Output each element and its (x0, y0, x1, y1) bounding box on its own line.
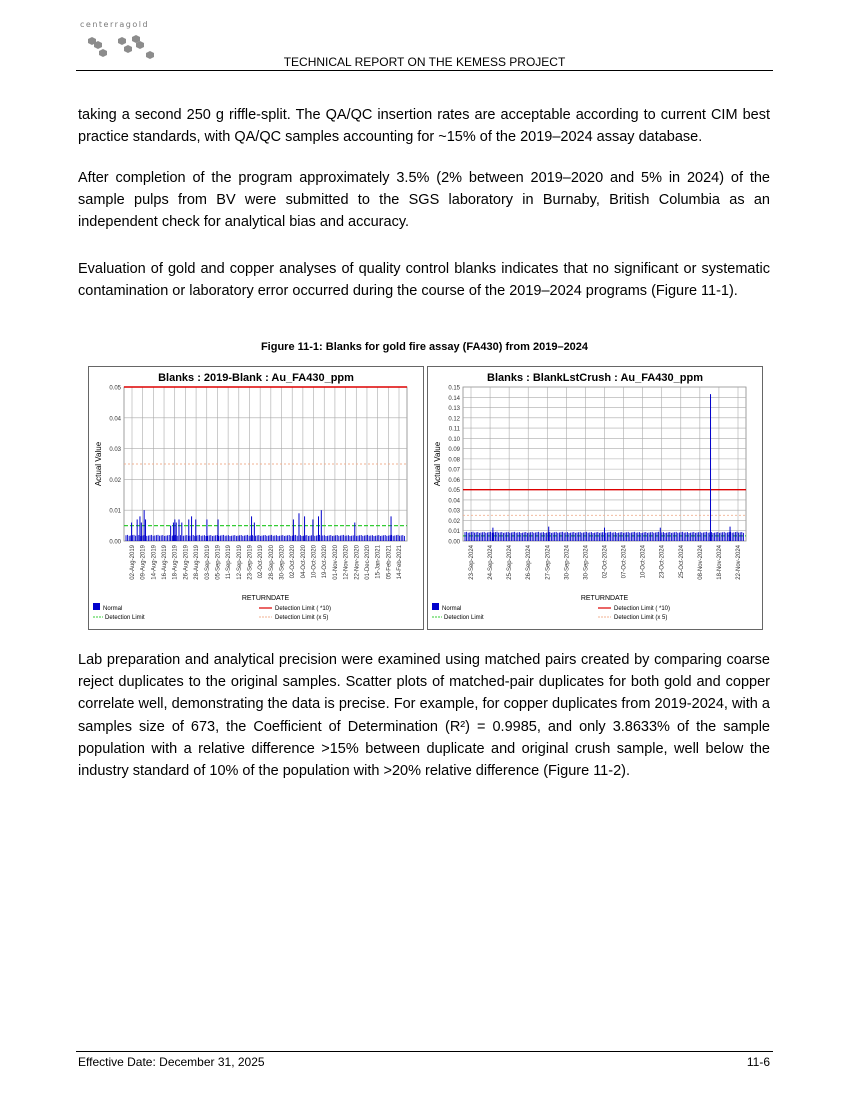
legend-dl10-label: Detection Limit ( *10) (275, 606, 332, 612)
chart-blanks-2019 (88, 366, 424, 630)
x-tick-label: 22-Nov-2024 (736, 545, 742, 580)
x-tick-label: 22-Nov-2020 (354, 545, 361, 580)
x-tick-label: 03-Sep-2019 (204, 545, 211, 580)
y-tick-label: 0.13 (448, 406, 460, 413)
y-tick-label: 0.10 (448, 436, 460, 443)
x-tick-label: 05-Feb-2021 (386, 545, 393, 580)
x-tick-label: 23-Sep-2019 (247, 545, 254, 580)
legend-normal-label: Normal (103, 606, 123, 612)
x-tick-label: 28-Aug-2019 (194, 545, 201, 580)
x-tick-label: 23-Oct-2024 (659, 545, 666, 579)
x-tick-label: 27-Sep-2024 (545, 545, 552, 580)
x-tick-label: 25-Sep-2024 (507, 545, 514, 580)
x-tick-label: 16-Aug-2019 (162, 545, 169, 580)
chart-title: Blanks : 2019-Blank : Au_FA430_ppm (158, 372, 354, 384)
x-tick-label: 07-Oct-2024 (621, 545, 628, 579)
chart-title: Blanks : BlankLstCrush : Au_FA430_ppm (487, 372, 703, 384)
legend-normal-swatch (93, 603, 100, 610)
x-tick-label: 11-Sep-2019 (226, 545, 233, 580)
footer-divider (76, 1051, 773, 1052)
x-tick-label: 12-Sep-2019 (236, 545, 243, 580)
x-tick-label: 25-Oct-2024 (678, 545, 685, 579)
paragraph-precision: Lab preparation and analytical precision were examined using matched pairs created by comparing coarse reject duplicates to the original samples. Scatter plots of matched-pair duplicates for both gold and copper correlate well, demonstrating the data is precise. For example, for copper duplicates from 2019-2024, with a samples size of 673, the Coefficient of Determination (R²) = 0.9985, and only 3.8633% of the sample population with a relative difference >15% between duplicate and original crush sample, well below the industry standard of 10% of the population with >20% relative difference (Figure 11-2). (78, 652, 770, 780)
y-tick-label: 0.04 (448, 498, 460, 505)
legend-normal-label: Normal (442, 606, 462, 612)
report-title: TECHNICAL REPORT ON THE KEMESS PROJECT (283, 55, 566, 69)
x-tick-label: 30-Sep-2024 (564, 545, 571, 580)
x-tick-label: 19-Oct-2020 (322, 545, 329, 579)
x-axis-label: RETURNDATE (241, 595, 290, 602)
x-tick-label: 01-Dec-2020 (364, 545, 371, 580)
logo-wordmark: centerragold (80, 20, 150, 29)
x-tick-label: 02-Oct-2024 (602, 545, 609, 579)
x-tick-label: 18-Aug-2019 (172, 545, 179, 580)
header-divider (76, 70, 773, 71)
x-tick-label: 02-Oct-2020 (290, 545, 297, 579)
y-tick-label: 0.06 (448, 477, 460, 484)
y-tick-label: 0.05 (109, 385, 121, 392)
paragraph-blanks: Evaluation of gold and copper analyses of quality control blanks indicates that no significant or systematic contamination or laboratory error occurred during the course of the 2019–2024 programs (Figure 11-1). (78, 261, 770, 300)
legend-normal-swatch (432, 603, 439, 610)
x-tick-label: 02-Aug-2019 (130, 545, 136, 580)
y-tick-label: 0.05 (448, 488, 460, 495)
y-tick-label: 0.04 (109, 416, 121, 423)
y-tick-label: 0.00 (109, 539, 121, 546)
x-tick-label: 10-Oct-2020 (311, 545, 318, 579)
x-tick-label: 01-Nov-2020 (332, 545, 339, 580)
y-tick-label: 0.14 (448, 395, 460, 402)
legend-dl-label: Detection Limit (444, 615, 484, 621)
y-axis-label: Actual Value (433, 441, 442, 487)
y-tick-label: 0.00 (448, 539, 460, 546)
x-tick-label: 26-Aug-2019 (183, 545, 190, 580)
legend-dl-label: Detection Limit (105, 615, 145, 621)
x-tick-label: 05-Sep-2019 (215, 545, 222, 580)
y-tick-label: 0.02 (448, 518, 460, 525)
x-tick-label: 14-Feb-2021 (397, 545, 403, 580)
x-tick-label: 04-Oct-2020 (300, 545, 307, 579)
legend-dl10-label: Detection Limit ( *10) (614, 606, 671, 612)
x-tick-label: 18-Nov-2024 (716, 545, 723, 580)
x-axis-label: RETURNDATE (580, 595, 629, 602)
y-tick-label: 0.02 (109, 477, 121, 484)
legend-dl5-label: Detection Limit (x 5) (275, 615, 329, 621)
chart-blanks-lstcrush (427, 366, 763, 630)
y-tick-label: 0.01 (109, 508, 121, 515)
figure-caption: Figure 11-1: Blanks for gold fire assay (FA430) from 2019–2024 (260, 341, 589, 353)
paragraph-check-assays: After completion of the program approximately 3.5% (2% between 2019–2020 and 5% in 2024) of the sample pulps from BV were submitted to the SGS laboratory in Burnaby, British Columbia as an independent check for analytical bias and accuracy. (78, 170, 770, 231)
y-tick-label: 0.11 (448, 426, 460, 433)
x-tick-label: 24-Sep-2024 (488, 545, 495, 580)
y-tick-label: 0.03 (448, 508, 460, 515)
x-tick-label: 02-Oct-2019 (258, 545, 265, 579)
x-tick-label: 12-Nov-2020 (343, 545, 350, 580)
chart-lstcrush-svg (428, 367, 762, 629)
chart-2019-svg (89, 367, 423, 629)
paragraph-qaqc-rates: taking a second 250 g riffle-split. The QA/QC insertion rates are acceptable according to current CIM best practice standards, with QA/QC samples accounting for ~15% of the 2019–2024 assay database. (78, 107, 770, 146)
effective-date: Effective Date: December 31, 2025 (78, 1055, 265, 1069)
page-number: 11-6 (746, 1055, 770, 1069)
x-tick-label: 10-Oct-2024 (640, 545, 647, 579)
x-tick-label: 30-Sep-2024 (583, 545, 590, 580)
x-tick-label: 14-Aug-2019 (151, 545, 158, 580)
y-tick-label: 0.07 (448, 467, 460, 474)
x-tick-label: 30-Sep-2020 (279, 545, 286, 580)
x-tick-label: 26-Sep-2024 (526, 545, 533, 580)
x-tick-label: 23-Sep-2024 (469, 545, 475, 580)
legend-dl5-label: Detection Limit (x 5) (614, 615, 668, 621)
y-axis-label: Actual Value (94, 441, 103, 487)
y-tick-label: 0.12 (448, 416, 460, 423)
y-tick-label: 0.03 (109, 447, 121, 454)
x-tick-label: 15-Jan-2021 (375, 545, 382, 579)
x-tick-label: 08-Nov-2024 (697, 545, 704, 580)
x-tick-label: 28-Sep-2020 (268, 545, 275, 580)
y-tick-label: 0.09 (448, 447, 460, 454)
x-tick-label: 09-Aug-2019 (140, 545, 147, 580)
y-tick-label: 0.08 (448, 457, 460, 464)
y-tick-label: 0.01 (448, 529, 460, 536)
y-tick-label: 0.15 (448, 385, 460, 392)
